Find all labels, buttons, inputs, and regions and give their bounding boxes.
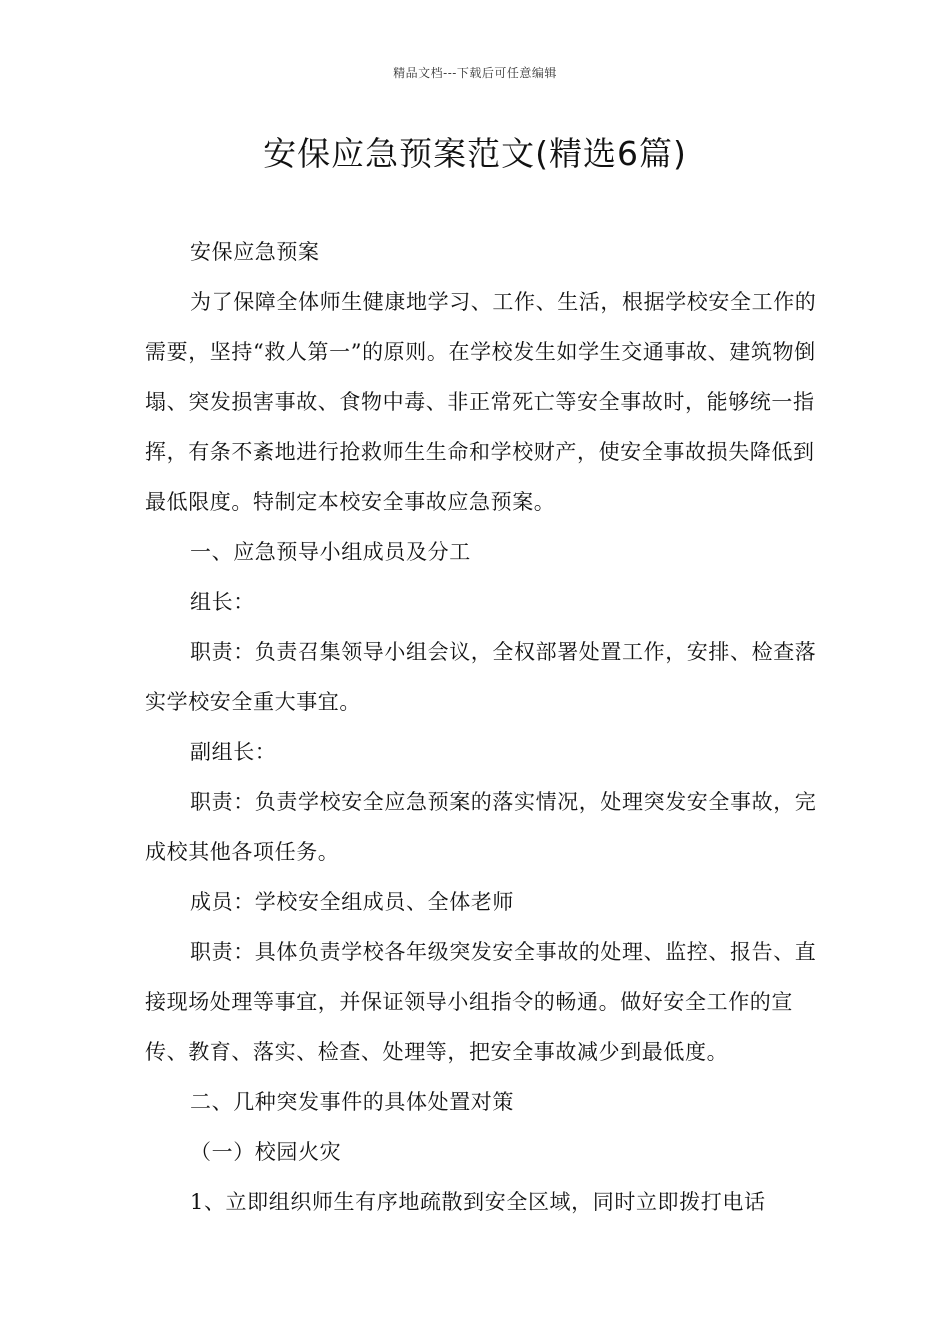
paragraph-member-duties: 职责：具体负责学校各年级突发安全事故的处理、监控、报告、直接现场处理等事宜，并保证领导小组指令的畅通。做好安全工作的宣传、教育、落实、检查、处理等，把安全事故减少到最低度。 [145,940,817,1064]
paragraph-deputy-duties: 职责：负责学校安全应急预案的落实情况，处理突发安全事故，完成校其他各项任务。 [145,790,817,864]
section-heading-leadership: 一、应急预导小组成员及分工 [190,540,471,564]
subsection-heading-campus-fire: （一）校园火灾 [190,1140,342,1164]
paragraph-fire-step-1: 1、立即组织师生有序地疏散到安全区域，同时立即拨打电话 [190,1190,766,1214]
paragraph-intro: 为了保障全体师生健康地学习、工作、生活，根据学校安全工作的需要，坚持“救人第一”的原则。在学校发生如学生交通事故、建筑物倒塌、突发损害事故、食物中毒、非正常死亡等安全事故时，能够统一指挥，有条不紊地进行抢救师生生命和学校财产，使安全事故损失降低到最低限度。特制定本校安全事故应急预案。 [145,290,817,514]
document-body [145,227,825,1227]
role-leader: 组长： [190,590,255,614]
page-header-note: 精品文档---下载后可任意编辑 [393,66,557,80]
section-heading-plan: 安保应急预案 [190,240,320,264]
role-deputy-leader: 副组长： [190,740,277,764]
section-heading-countermeasures: 二、几种突发事件的具体处置对策 [190,1090,514,1114]
paragraph-leader-duties: 职责：负责召集领导小组会议，全权部署处置工作，安排、检查落实学校安全重大事宜。 [145,640,817,714]
document-title: 安保应急预案范文(精选6篇) [263,134,687,173]
role-members: 成员：学校安全组成员、全体老师 [190,890,514,914]
